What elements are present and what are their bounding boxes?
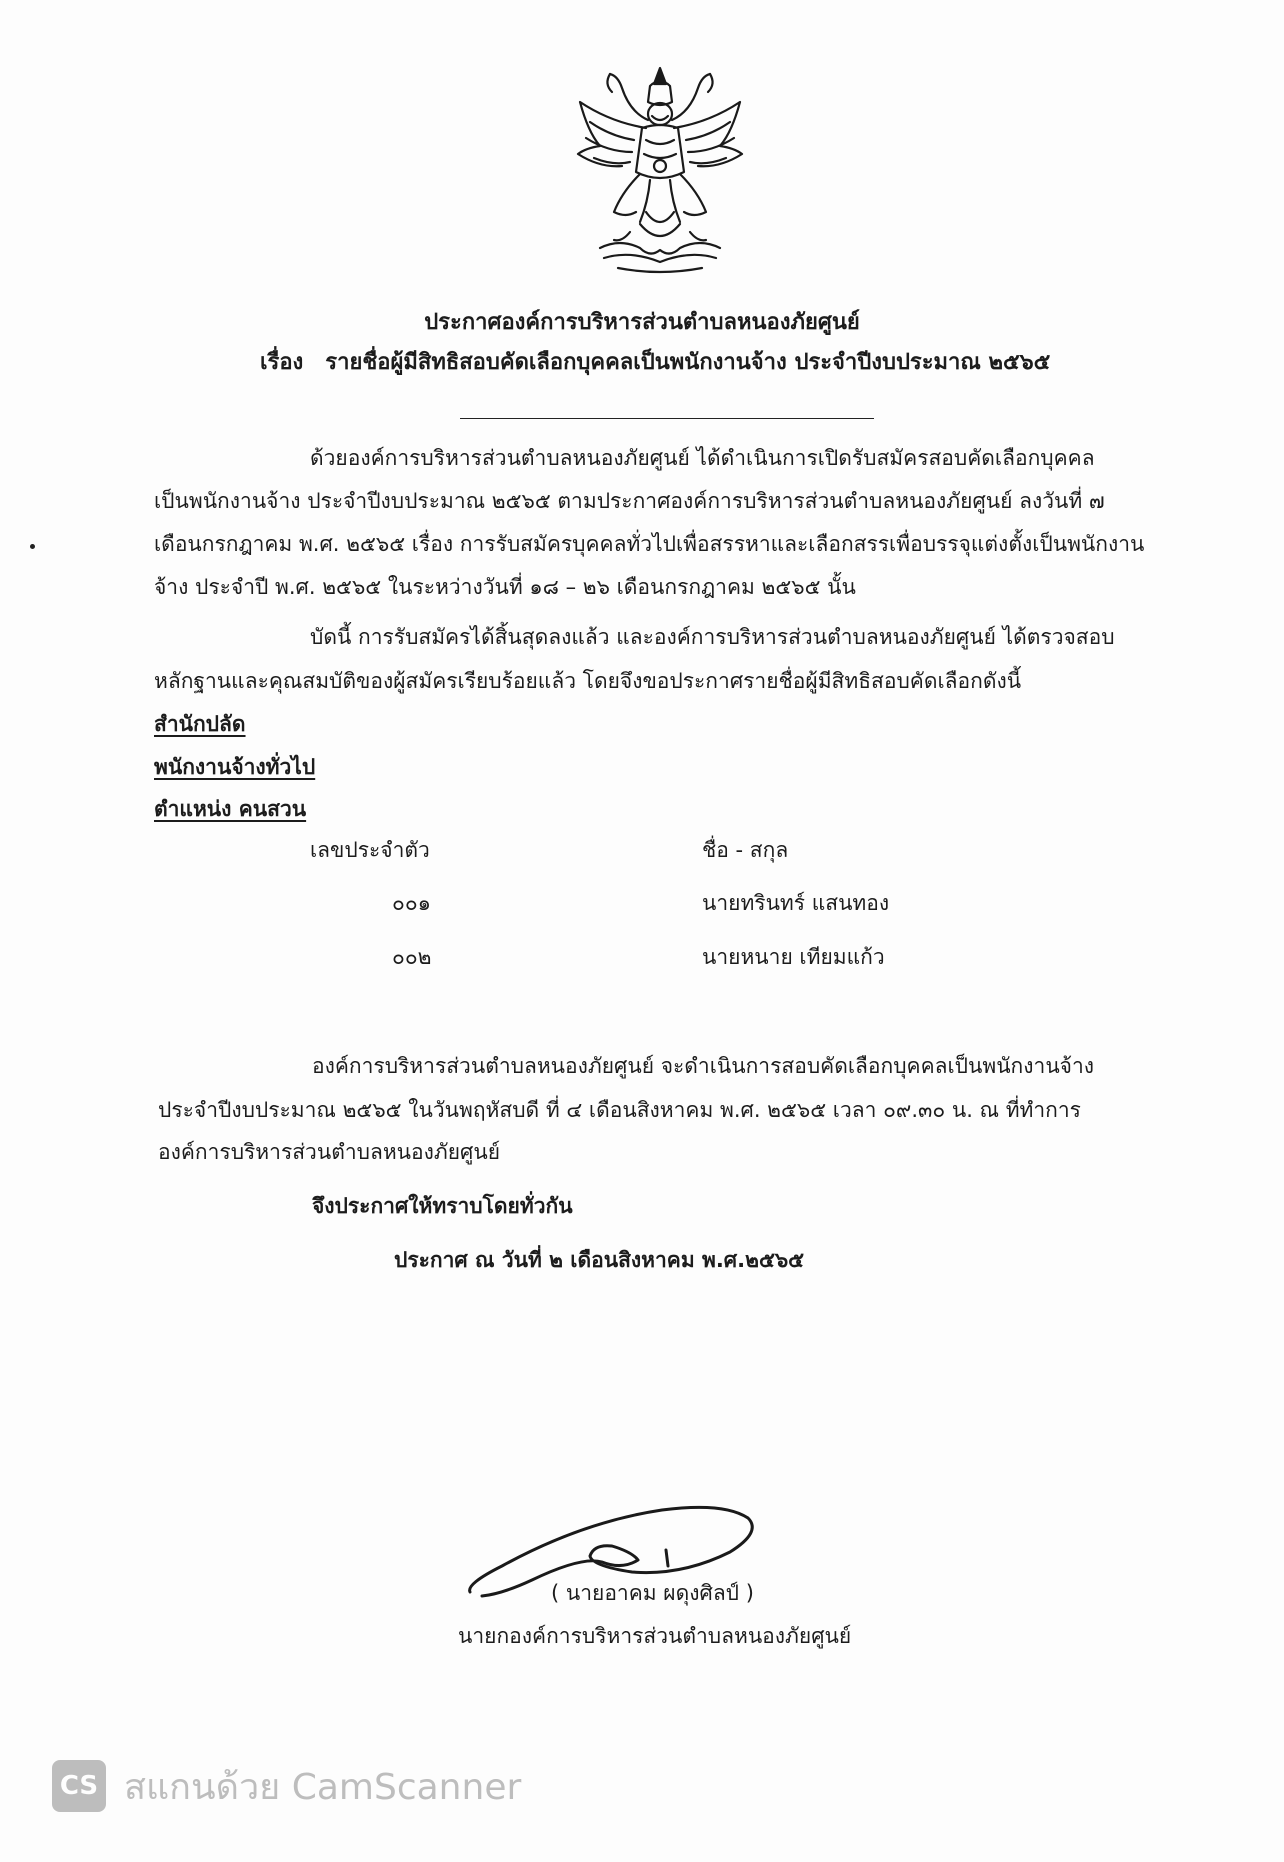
- camscanner-text: สแกนด้วย CamScanner: [124, 1766, 522, 1808]
- column-header-id: เลขประจำตัว: [310, 838, 430, 862]
- paragraph3-line1: องค์การบริหารส่วนตำบลหนองภัยศูนย์ จะดำเนินการสอบคัดเลือกบุคคลเป็นพนักงานจ้าง: [312, 1054, 1095, 1078]
- table-row-1-name: นายทรินทร์ แสนทอง: [702, 891, 890, 915]
- column-header-name: ชื่อ - สกุล: [702, 838, 789, 862]
- garuda-emblem-icon: [570, 62, 750, 282]
- signatory-name: ( นายอาคม ผดุงศิลป์ ): [551, 1581, 754, 1605]
- paragraph2-line1: บัดนี้ การรับสมัครได้สิ้นสุดลงแล้ว และองค์การบริหารส่วนตำบลหนองภัยศูนย์ ได้ตรวจสอบ: [310, 625, 1115, 649]
- paragraph1-line3: เดือนกรกฎาคม พ.ศ. ๒๕๖๕ เรื่อง การรับสมัครบุคคลทั่วไปเพื่อสรรหาและเลือกสรรเพื่อบรรจุแต่งตั้งเป็นพนักงาน: [154, 532, 1145, 556]
- announcement-title: ประกาศองค์การบริหารส่วนตำบลหนองภัยศูนย์: [424, 310, 860, 335]
- title-divider: [460, 418, 874, 419]
- section-category: พนักงานจ้างทั่วไป: [154, 755, 316, 779]
- announcement-date: ประกาศ ณ วันที่ ๒ เดือนสิงหาคม พ.ศ.๒๕๖๕: [394, 1248, 805, 1272]
- paragraph3-line2: ประจำปีงบประมาณ ๒๕๖๕ ในวันพฤหัสบดี ที่ ๔ เดือนสิงหาคม พ.ศ. ๒๕๖๕ เวลา ๐๙.๓๐ น. ณ ที่ทำการ: [158, 1098, 1081, 1122]
- table-row-2-name: นายหนาย เทียมแก้ว: [702, 945, 885, 969]
- paragraph2-line2: หลักฐานและคุณสมบัติของผู้สมัครเรียบร้อยแล้ว โดยจึงขอประกาศรายชื่อผู้มีสิทธิสอบคัดเลือกดังนี้: [154, 669, 1022, 693]
- camscanner-logo-icon: CS: [52, 1760, 106, 1812]
- closing-announce: จึงประกาศให้ทราบโดยทั่วกัน: [312, 1194, 573, 1218]
- subject-prefix: เรื่อง: [260, 350, 304, 375]
- paragraph1-line2: เป็นพนักงานจ้าง ประจำปีงบประมาณ ๒๕๖๕ ตามประกาศองค์การบริหารส่วนตำบลหนองภัยศูนย์ ลงวันที่ ๗: [154, 489, 1105, 513]
- subject-text: รายชื่อผู้มีสิทธิสอบคัดเลือกบุคคลเป็นพนักงานจ้าง ประจำปีงบประมาณ ๒๕๖๕: [325, 350, 1051, 375]
- table-row-2-id: ๐๐๒: [392, 945, 432, 969]
- camscanner-watermark: [52, 1760, 521, 1812]
- scan-speck: [30, 544, 35, 549]
- subject-line: [260, 344, 1050, 379]
- section-position: ตำแหน่ง คนสวน: [154, 797, 307, 821]
- table-row-1-id: ๐๐๑: [392, 891, 431, 915]
- signatory-title: นายกองค์การบริหารส่วนตำบลหนองภัยศูนย์: [458, 1624, 852, 1648]
- paragraph3-line3: องค์การบริหารส่วนตำบลหนองภัยศูนย์: [158, 1140, 501, 1164]
- paragraph1-line1: ด้วยองค์การบริหารส่วนตำบลหนองภัยศูนย์ ได้ดำเนินการเปิดรับสมัครสอบคัดเลือกบุคคล: [310, 446, 1095, 470]
- section-office: สำนักปลัด: [154, 712, 246, 736]
- paragraph1-line4: จ้าง ประจำปี พ.ศ. ๒๕๖๕ ในระหว่างวันที่ ๑๘ – ๒๖ เดือนกรกฎาคม ๒๕๖๕ นั้น: [154, 575, 856, 599]
